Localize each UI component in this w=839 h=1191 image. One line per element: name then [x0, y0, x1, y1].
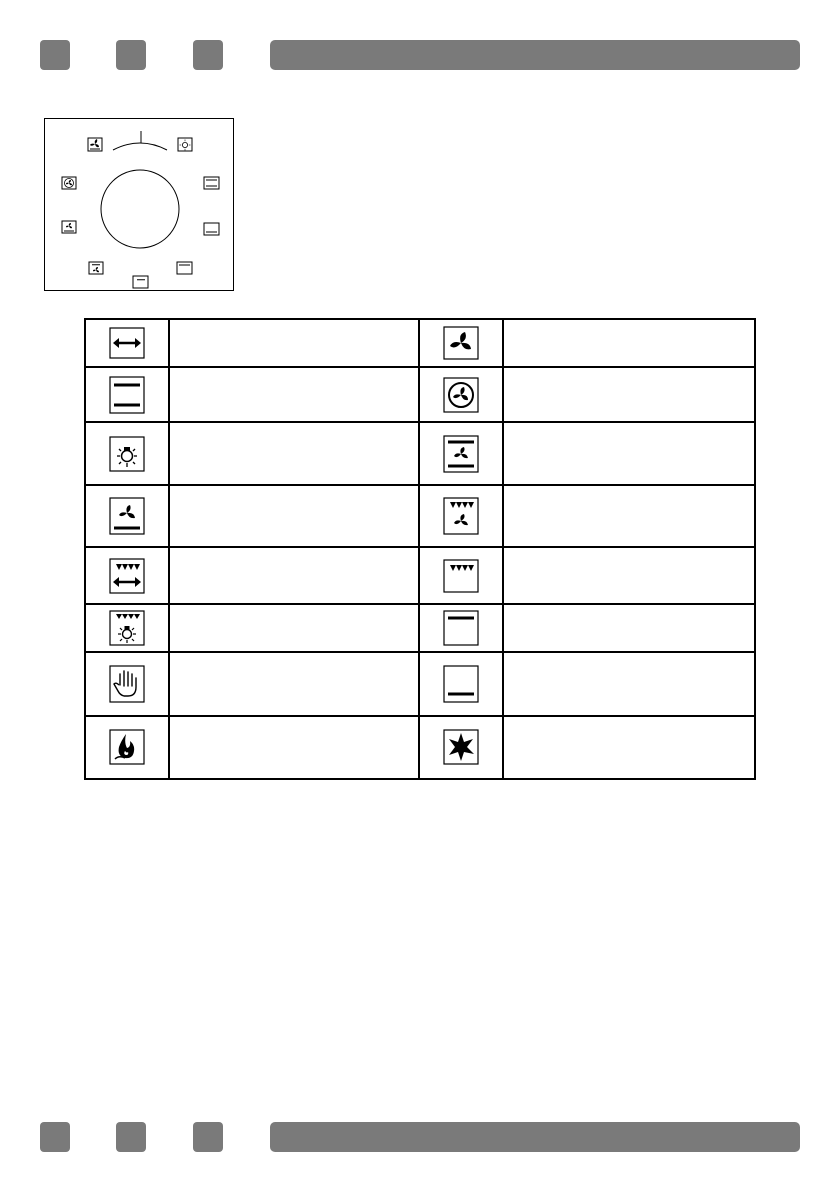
table-text-cell — [169, 319, 419, 367]
table-text-cell — [503, 547, 755, 604]
grill-fan-icon — [443, 497, 479, 535]
table-icon-cell — [85, 319, 169, 367]
ring-fan-icon — [443, 377, 479, 413]
fan-bottom-icon — [88, 138, 102, 151]
table-row — [85, 652, 755, 715]
table-icon-cell — [85, 547, 169, 604]
oven-dial-panel — [44, 118, 234, 291]
table-text-cell — [503, 422, 755, 484]
flame-icon — [109, 729, 145, 765]
footer-square-3 — [193, 1122, 223, 1152]
grill-arrows-icon — [109, 558, 145, 594]
table-text-cell — [503, 319, 755, 367]
bottom-fan-icon — [62, 221, 76, 233]
table-text-cell — [503, 485, 755, 547]
table-row — [85, 367, 755, 422]
top-bottom-fan-icon — [443, 435, 479, 473]
table-row — [85, 485, 755, 547]
table-icon-cell — [85, 604, 169, 652]
ring-fan-icon — [62, 177, 76, 189]
top-heat-icon — [177, 262, 192, 274]
header-square-3 — [193, 40, 223, 70]
table-text-cell — [169, 716, 419, 779]
table-text-cell — [503, 716, 755, 779]
table-row — [85, 422, 755, 484]
top-bottom-icon — [109, 376, 145, 414]
bottom-heat-icon — [204, 223, 219, 235]
oven-dial-drawing — [45, 119, 235, 292]
table-text-cell — [169, 422, 419, 484]
table-icon-cell — [85, 367, 169, 422]
bottom-fan-icon — [109, 497, 145, 535]
table-row — [85, 319, 755, 367]
table-text-cell — [169, 485, 419, 547]
table-icon-cell — [419, 652, 503, 715]
header-bar — [270, 40, 800, 70]
footer-square-2 — [116, 1122, 146, 1152]
grill-lamp-icon — [109, 610, 145, 646]
table-text-cell — [169, 652, 419, 715]
arrows-icon — [109, 327, 145, 359]
symbol-table — [84, 318, 756, 780]
table-row — [85, 547, 755, 604]
table-icon-cell — [419, 319, 503, 367]
header-square-1 — [40, 40, 70, 70]
lamp-icon — [109, 436, 145, 472]
grill-fan-icon — [89, 262, 103, 274]
table-icon-cell — [419, 716, 503, 779]
hand-icon — [109, 665, 145, 703]
table-row — [85, 604, 755, 652]
table-icon-cell — [419, 485, 503, 547]
top-heat-icon — [443, 610, 479, 646]
header-square-2 — [116, 40, 146, 70]
table-text-cell — [169, 547, 419, 604]
table-icon-cell — [419, 367, 503, 422]
table-icon-cell — [419, 547, 503, 604]
grill-icon — [443, 559, 479, 593]
table-icon-cell — [85, 422, 169, 484]
dial-knob — [101, 170, 179, 248]
table-icon-cell — [419, 422, 503, 484]
top-bottom-icon — [204, 177, 219, 189]
footer-square-1 — [40, 1122, 70, 1152]
table-icon-cell — [85, 485, 169, 547]
table-row — [85, 716, 755, 779]
table-text-cell — [503, 604, 755, 652]
table-text-cell — [169, 604, 419, 652]
fan-icon — [443, 326, 479, 360]
table-icon-cell — [85, 716, 169, 779]
table-text-cell — [169, 367, 419, 422]
grill-icon — [133, 276, 148, 288]
table-icon-cell — [419, 604, 503, 652]
table-text-cell — [503, 367, 755, 422]
lamp-icon — [178, 138, 192, 151]
footer-bar — [270, 1122, 800, 1152]
table-icon-cell — [85, 652, 169, 715]
table-text-cell — [503, 652, 755, 715]
bottom-heat-icon — [443, 665, 479, 703]
star-icon — [443, 729, 479, 765]
dial-indicator-arc — [113, 143, 167, 150]
